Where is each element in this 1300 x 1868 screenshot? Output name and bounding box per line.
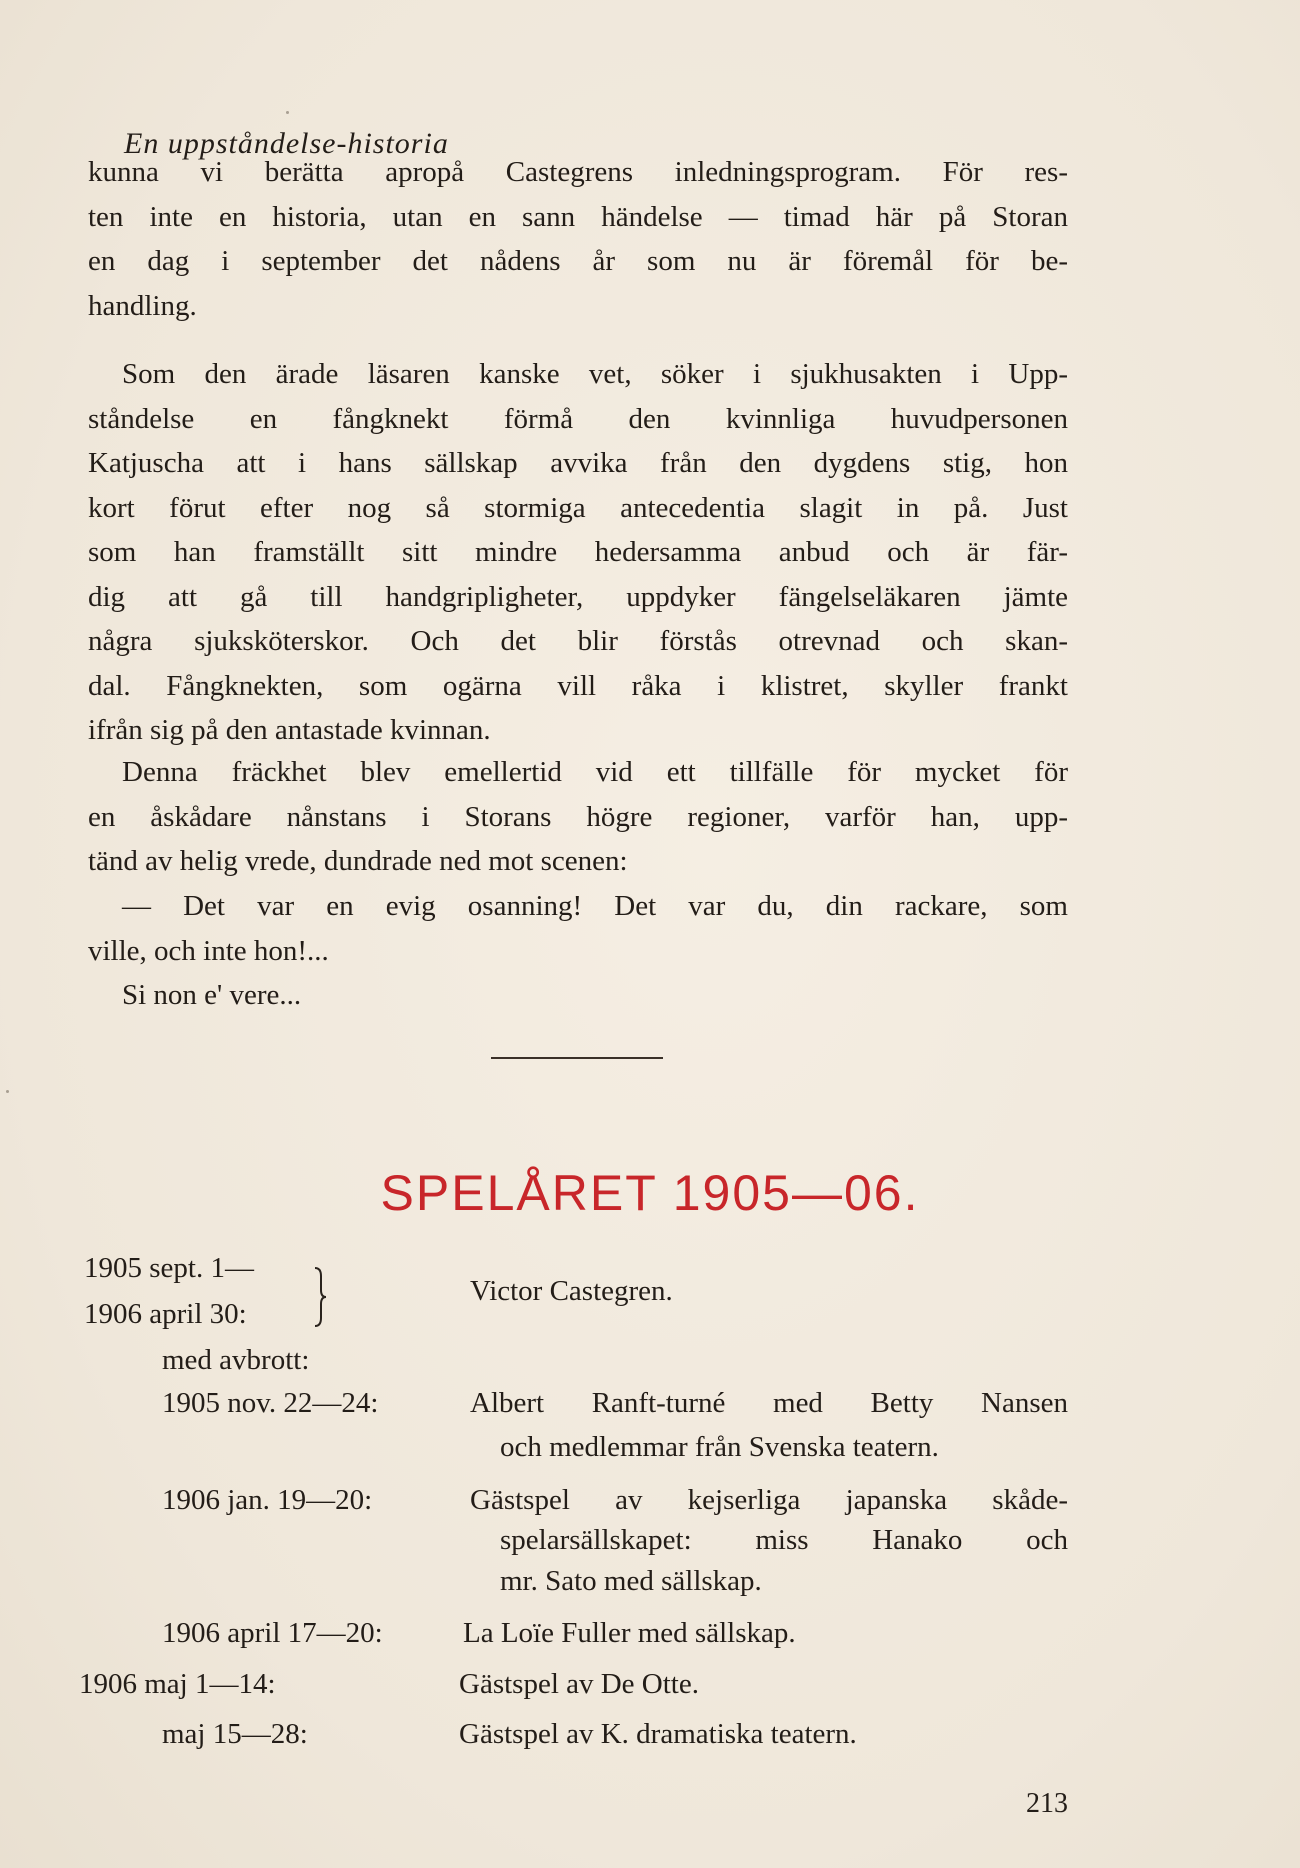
paragraph-2 [88,352,1068,753]
entry-text: mr. Sato med sällskap. [500,1565,762,1597]
text-line: dal. Fångknekten, som ogärna vill råka i klistret, skyller frankt [88,669,1068,702]
entry-date: 1906 maj 1—14: [79,1668,276,1700]
text-line: tänd av helig vrede, dundrade ned mot scenen: [88,845,628,877]
interruptions-label: med avbrott: [162,1344,310,1376]
season-start: 1905 sept. 1— [84,1252,254,1284]
paper-speck [286,111,289,114]
text-line: Som den ärade läsaren kanske vet, söker i sjukhusakten i Upp- [122,358,1068,390]
season-director: Victor Castegren. [470,1275,673,1307]
text-line: ten inte en historia, utan en sann händelse — timad här på Storan [88,200,1068,233]
section-divider [491,1057,663,1059]
entry-text: Gästspel av K. dramatiska teatern. [459,1718,857,1750]
paper-speck [6,1090,9,1093]
text-line: ville, och inte hon!... [88,934,329,967]
text-line: Denna fräckhet blev emellertid vid ett tillfälle för mycket för [122,756,1068,788]
text-line: en åskådare nånstans i Storans högre regioner, varför han, upp- [88,800,1068,833]
text-line: ifrån sig på den antastade kvinnan. [88,714,491,746]
text-line: Si non e' vere... [122,979,302,1011]
section-title: SPELÅRET 1905—06. [380,1165,920,1221]
entry-text: Albert Ranft-turné med Betty Nansen [470,1387,1068,1419]
brace-icon [313,1266,327,1328]
text-line: kort förut efter nog så stormiga antecedentia slagit in på. Just [88,491,1068,524]
entry-text: La Loïe Fuller med sällskap. [463,1617,796,1649]
text-line: ståndelse en fångknekt förmå den kvinnliga huvudpersonen [88,402,1068,435]
text-line: några sjuksköterskor. Och det blir förstås otrevnad och skan- [88,625,1068,657]
entry-text: och medlemmar från Svenska teatern. [500,1431,939,1463]
text-line: som han framställt sitt mindre hedersamma anbud och är fär- [88,536,1068,568]
text-line: dig att gå till handgripligheter, uppdyker fängelseläkaren jämte [88,580,1068,613]
entry-text: Gästspel av De Otte. [459,1668,699,1700]
entry-date: 1906 jan. 19—20: [162,1484,373,1516]
text-line: Katjuscha att i hans sällskap avvika från den dygdens stig, hon [88,447,1068,479]
entry-date: maj 15—28: [162,1718,308,1750]
paragraph-3 [88,750,1068,884]
paragraph-5 [88,973,1068,1018]
text-line: kunna vi berätta apropå Castegrens inledningsprogram. För res- [88,156,1068,188]
entry-text: Gästspel av kejserliga japanska skåde- [470,1484,1068,1516]
entry-date: 1906 april 17—20: [162,1617,383,1649]
paragraph-4 [88,884,1068,973]
text-line: — Det var en evig osanning! Det var du, din rackare, som [122,890,1068,922]
entry-text: spelarsällskapet: miss Hanako och [500,1524,1068,1556]
text-line: handling. [88,289,197,322]
page-number: 213 [1026,1788,1068,1819]
season-end: 1906 april 30: [84,1298,247,1330]
paragraph-1 [88,150,1068,328]
entry-date: 1905 nov. 22—24: [162,1387,379,1419]
text-line: en dag i september det nådens år som nu är föremål för be- [88,245,1068,277]
running-header: En uppståndelse-historia [124,127,449,160]
